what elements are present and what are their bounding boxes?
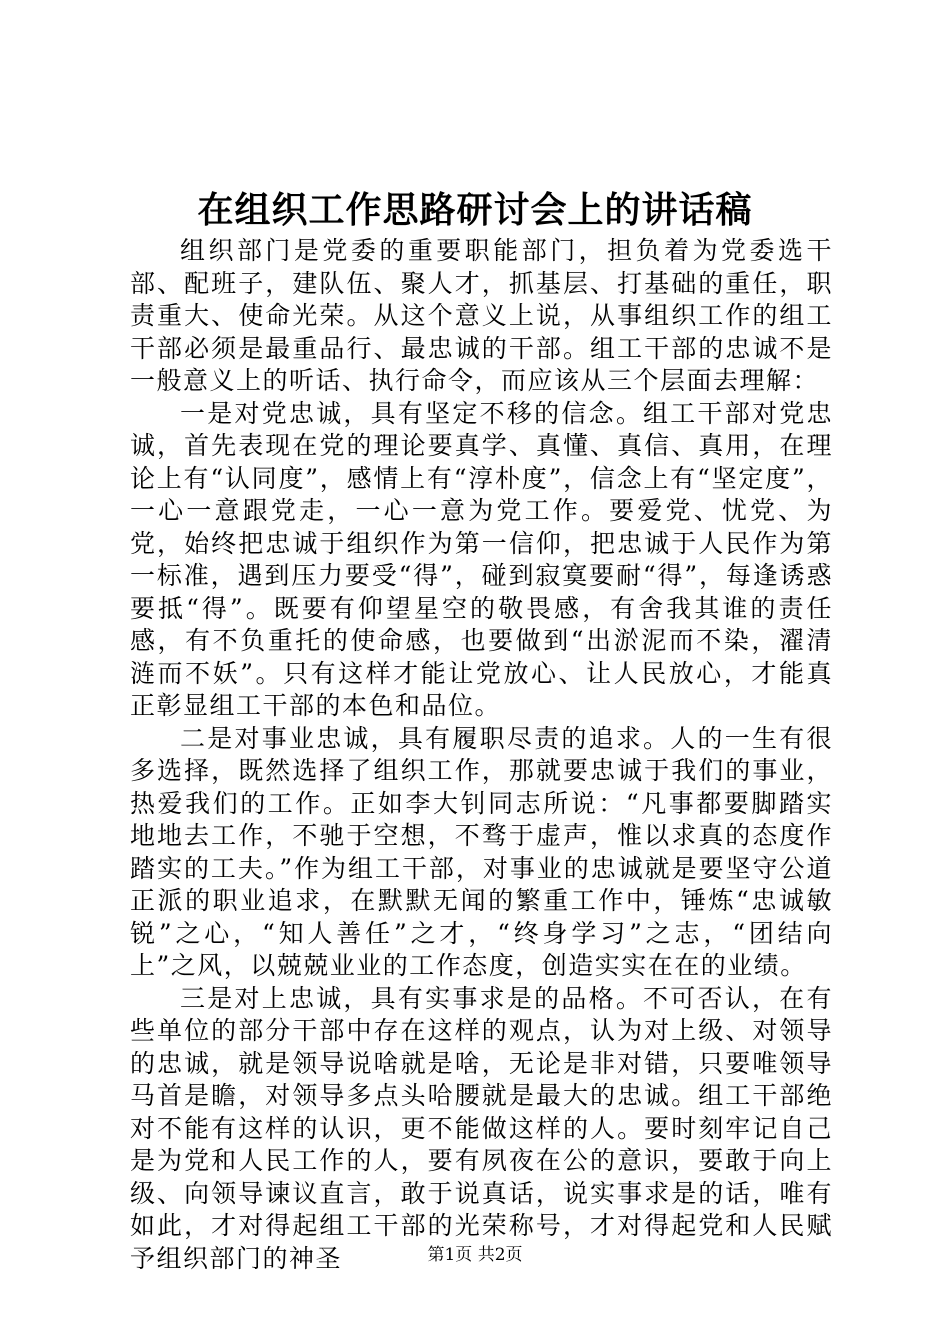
paragraph-loyalty-to-party: 一是对党忠诚，具有坚定不移的信念。组工干部对党忠诚，首先表现在党的理论要真学、真懂、真信、真用，在理论上有“认同度”，感情上有“淳朴度”，信念上有“坚定度”，一心一意跟党走，一心一意为党工作。要爱党、忧党、为党，始终把忠诚于组织作为第一信仰，把忠诚于人民作为第一标准，遇到压力要受“得”，碰到寂寞要耐“得”，每逢诱惑要抵“得”。既要有仰望星空的敬畏感，有舍我其谁的责任感，有不负重托的使命感，也要做到“出淤泥而不染，濯清涟而不妖”。只有这样才能让党放心、让人民放心，才能真正彰显组工干部的本色和品位。: [130, 398, 833, 720]
page-number-footer: 第1页 共2页: [427, 1245, 523, 1265]
paragraph-loyalty-to-superiors: 三是对上忠诚，具有实事求是的品格。不可否认，在有些单位的部分干部中存在这样的观点，认为对上级、对领导的忠诚，就是领导说啥就是啥，无论是非对错，只要唯领导马首是瞻，对领导多点头哈腰就是最大的忠诚。组工干部绝对不能有这样的认识，更不能做这样的人。要时刻牢记自己是为党和人民工作的人，要有夙夜在公的意识，要敢于向上级、向领导谏议直言，敢于说真话，说实事求是的话，唯有如此，才对得起组工干部的光荣称号，才对得起党和人民赋予组织部门的神圣: [130, 983, 833, 1273]
document-body: [130, 235, 833, 1275]
paragraph-loyalty-to-career: 二是对事业忠诚，具有履职尽责的追求。人的一生有很多选择，既然选择了组织工作，那就要忠诚于我们的事业，热爱我们的工作。正如李大钊同志所说：“凡事都要脚踏实地地去工作，不驰于空想，不骛于虚声，惟以求真的态度作踏实的工夫。”作为组工干部，对事业的忠诚就是要坚守公道正派的职业追求，在默默无闻的繁重工作中，锤炼“忠诚敏锐”之心，“知人善任”之才，“终身学习”之志，“团结向上”之风，以兢兢业业的工作态度，创造实实在在的业绩。: [130, 723, 833, 980]
paragraph-intro: 组织部门是党委的重要职能部门，担负着为党委选干部、配班子，建队伍、聚人才，抓基层、打基础的重任，职责重大、使命光荣。从这个意义上说，从事组织工作的组工干部必须是最重品行、最忠诚的干部。组工干部的忠诚不是一般意义上的听话、执行命令，而应该从三个层面去理解：: [130, 236, 833, 395]
document-title: 在组织工作思路研讨会上的讲话稿: [197, 189, 753, 231]
